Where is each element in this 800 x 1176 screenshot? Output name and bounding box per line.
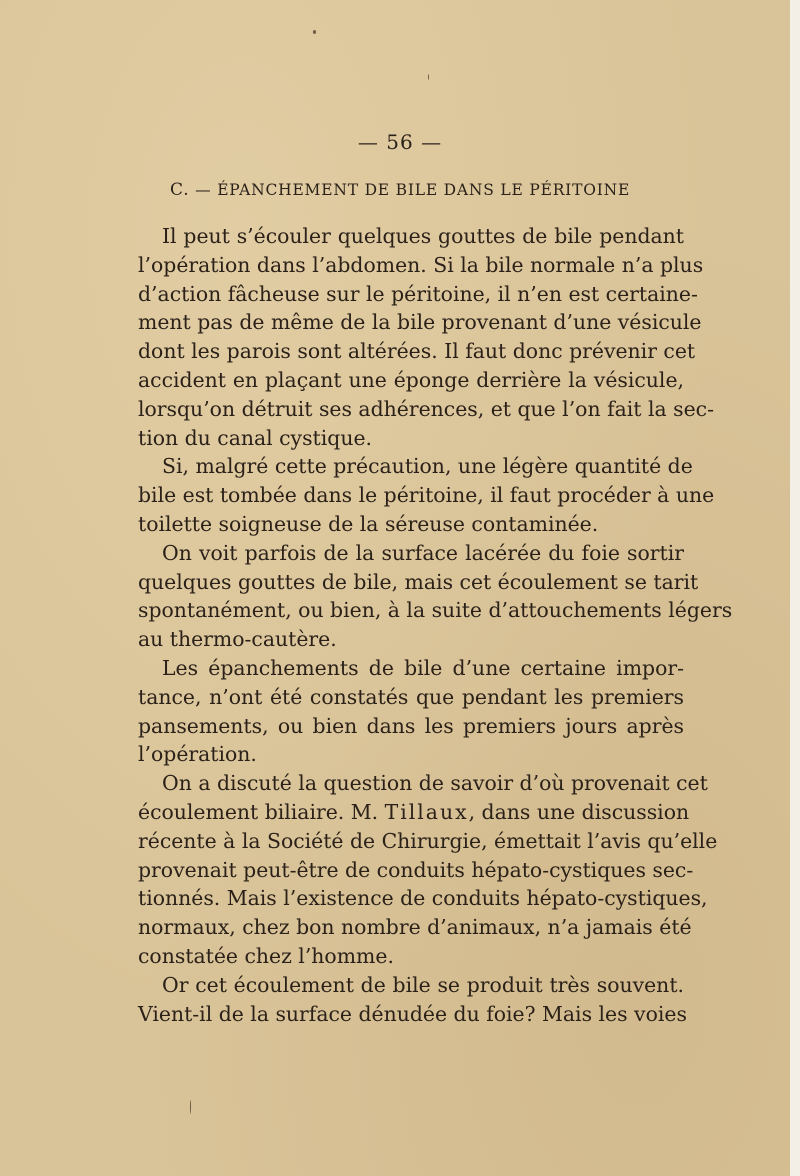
- text-line: l’opération dans l’abdomen. Si la bile normale n’a plus: [138, 252, 704, 277]
- text-line: pansements, ou bien dans les premiers jours après: [138, 713, 684, 738]
- person-name-tillaux: Tillaux: [384, 799, 469, 824]
- paper-speck: [428, 74, 429, 80]
- text-fragment: , dans une discussion: [468, 799, 690, 824]
- paper-speck: [313, 30, 316, 34]
- text-line: bile est tombée dans le péritoine, il faut procéder à une: [138, 483, 715, 508]
- text-line: tance, n’ont été constatés que pendant les premiers: [138, 684, 684, 709]
- paper-speck: [190, 1100, 191, 1114]
- section-label: C.: [170, 180, 190, 200]
- text-line: quelques gouttes de bile, mais cet écoulement se tarit: [138, 569, 699, 594]
- text-line: tion du canal cystique.: [138, 425, 372, 450]
- text-line: récente à la Société de Chirurgie, émettait l’avis qu’elle: [138, 828, 718, 853]
- text-line: provenait peut-être de conduits hépato-cystiques sec-: [138, 857, 694, 882]
- text-line: Vient-il de la surface dénudée du foie? Mais les voies: [138, 1001, 687, 1026]
- text-line: ment pas de même de la bile provenant d’une vésicule: [138, 310, 702, 335]
- text-line: spontanément, ou bien, à la suite d’attouchements légers: [138, 598, 733, 623]
- text-line: On voit parfois de la surface lacérée du foie sortir: [162, 540, 684, 565]
- text-line: accident en plaçant une éponge derrière la vésicule,: [138, 367, 684, 392]
- text-line: constatée chez l’homme.: [138, 943, 394, 968]
- text-line: tionnés. Mais l’existence de conduits hépato-cystiques,: [138, 886, 708, 911]
- text-line: On a discuté la question de savoir d’où provenait cet: [162, 771, 708, 796]
- section-heading: [170, 180, 630, 200]
- text-line: Les épanchements de bile d’une certaine impor-: [162, 655, 684, 680]
- page-number: — 56 —: [357, 130, 443, 154]
- text-line: l’opération.: [138, 742, 257, 767]
- text-line: normaux, chez bon nombre d’animaux, n’a jamais été: [138, 915, 692, 940]
- text-line: Or cet écoulement de bile se produit très souvent.: [162, 972, 684, 997]
- body-text: [138, 222, 733, 1028]
- text-line: lorsqu’on détruit ses adhérences, et que l’on fait la sec-: [138, 396, 714, 421]
- text-line-with-name: [138, 798, 690, 827]
- text-line: au thermo-cautère.: [138, 627, 337, 652]
- text-line: toilette soigneuse de la séreuse contaminée.: [138, 511, 599, 536]
- text-line: Il peut s’écouler quelques gouttes de bile pendant: [162, 224, 684, 248]
- text-line: dont les parois sont altérées. Il faut donc prévenir cet: [138, 339, 696, 364]
- text-line: d’action fâcheuse sur le péritoine, il n’en est certaine-: [138, 281, 698, 306]
- text-fragment: écoulement biliaire. M.: [138, 799, 379, 824]
- section-dash: —: [195, 181, 212, 199]
- page-edge: [790, 0, 800, 1176]
- section-title-text: ÉPANCHEMENT DE BILE DANS LE PÉRITOINE: [217, 181, 631, 199]
- text-line: Si, malgré cette précaution, une légère quantité de: [162, 454, 693, 479]
